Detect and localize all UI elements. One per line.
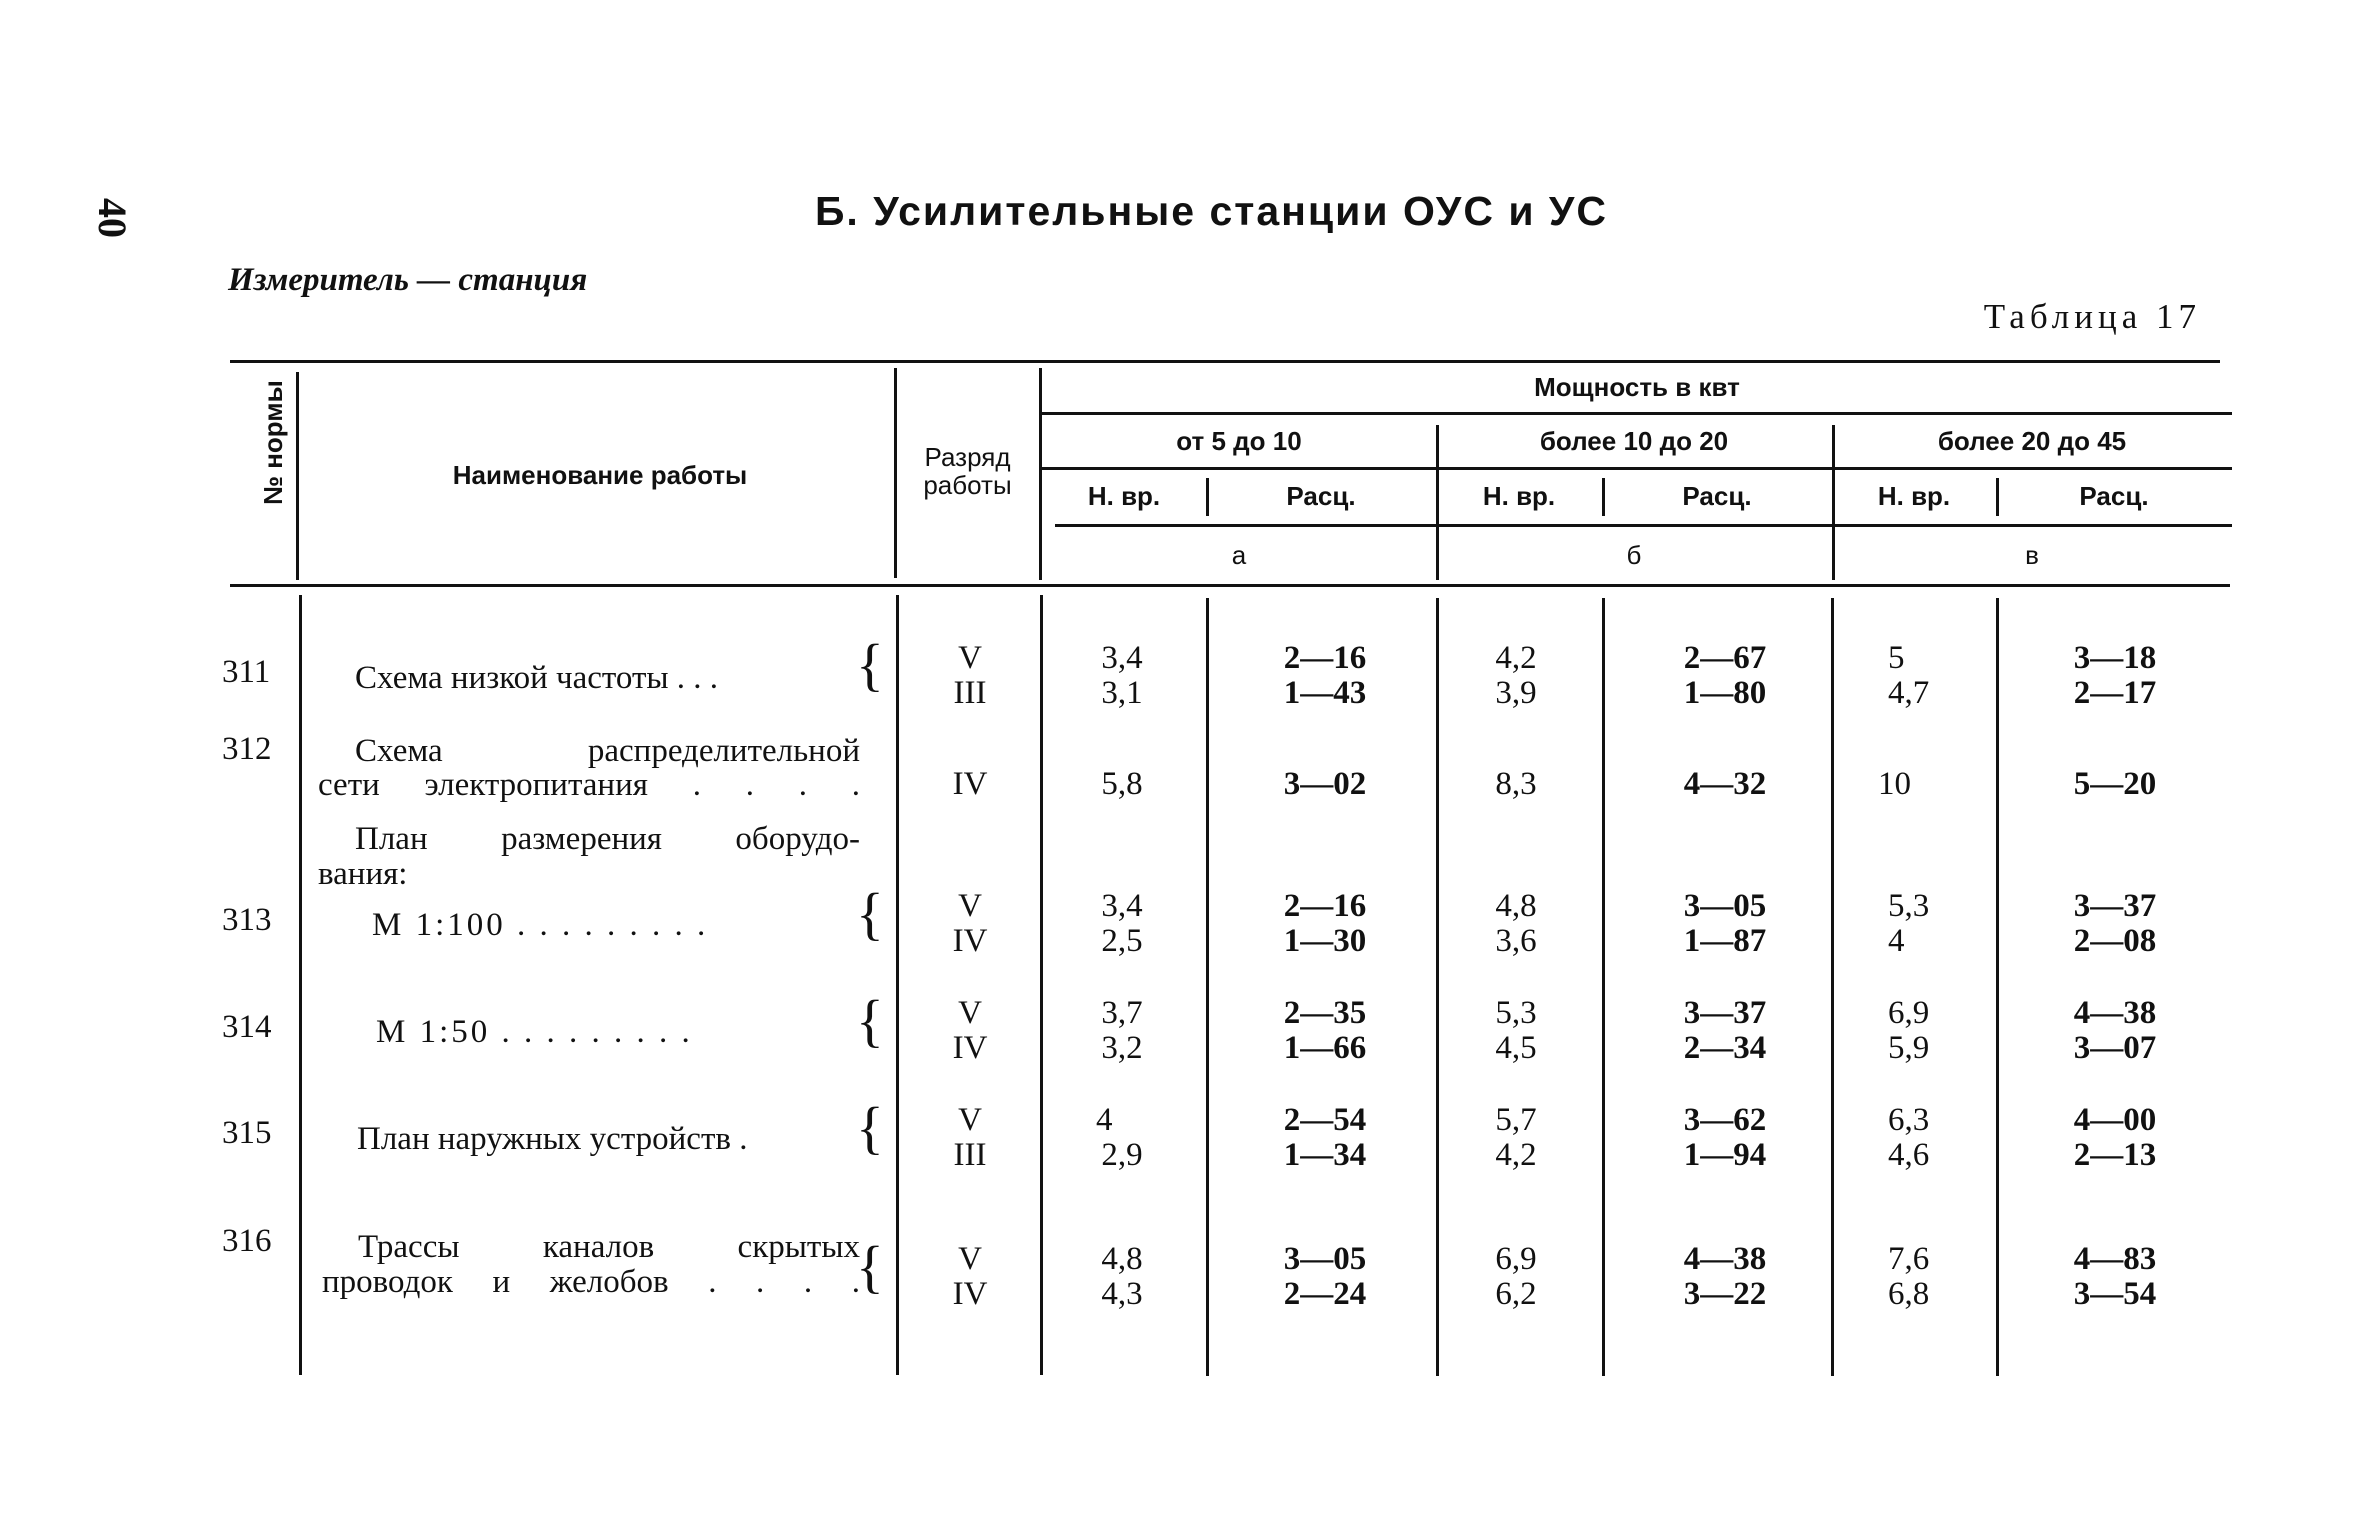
norm-time: 7,6 bbox=[1888, 1241, 1930, 1277]
measure-unit: Измеритель — станция bbox=[228, 262, 588, 298]
norm-time: 4,6 bbox=[1888, 1137, 1930, 1173]
norm-time: 6,9 bbox=[1888, 995, 1930, 1031]
grade: IV bbox=[952, 766, 988, 802]
header-letter-b: б bbox=[1626, 540, 1642, 570]
header-range-c: более 20 до 45 bbox=[1937, 426, 2127, 456]
work-name: М 1:50 . . . . . . . . . bbox=[376, 1014, 693, 1050]
header-range-b: более 10 до 20 bbox=[1539, 426, 1729, 456]
norm-time: 2,5 bbox=[1101, 923, 1143, 959]
col-rule-2-head bbox=[894, 368, 897, 578]
work-name-line2: проводок и желобов . . . . bbox=[322, 1264, 860, 1300]
grade: IV bbox=[952, 1276, 988, 1312]
grade: V bbox=[958, 1102, 982, 1138]
grade: IV bbox=[952, 923, 988, 959]
norm-time: 3,9 bbox=[1495, 675, 1537, 711]
norm-time: 3,1 bbox=[1101, 675, 1143, 711]
work-name-line2: сети электропитания . . . . bbox=[318, 767, 860, 803]
rate: 1—34 bbox=[1283, 1137, 1367, 1173]
norm-time: 5,9 bbox=[1888, 1030, 1930, 1066]
header-rasc-b: Расц. bbox=[1682, 481, 1752, 511]
grade: III bbox=[953, 1137, 987, 1173]
rate: 1—87 bbox=[1683, 923, 1767, 959]
norm-number: 314 bbox=[222, 1009, 272, 1045]
rate: 2—17 bbox=[2073, 675, 2157, 711]
norm-time: 5,8 bbox=[1101, 766, 1143, 802]
header-letter-c: в bbox=[2025, 540, 2039, 570]
header-work-name: Наименование работы bbox=[452, 460, 748, 490]
rate: 1—43 bbox=[1283, 675, 1367, 711]
header-rasc-c: Расц. bbox=[2079, 481, 2149, 511]
norm-time: 3,4 bbox=[1101, 640, 1143, 676]
page-number: 40 bbox=[90, 198, 135, 238]
norm-time: 10 bbox=[1878, 766, 1911, 802]
rate: 2—13 bbox=[2073, 1137, 2157, 1173]
norm-number: 316 bbox=[222, 1223, 272, 1259]
norm-time: 3,7 bbox=[1101, 995, 1143, 1031]
rate: 4—32 bbox=[1683, 766, 1767, 802]
rate: 1—30 bbox=[1283, 923, 1367, 959]
norm-time: 5,3 bbox=[1888, 888, 1930, 924]
rate: 1—94 bbox=[1683, 1137, 1767, 1173]
col-rule-1 bbox=[299, 595, 302, 1375]
brace-mark: { bbox=[856, 1095, 884, 1160]
rate: 4—38 bbox=[1683, 1241, 1767, 1277]
table-label: Таблица 17 bbox=[1983, 297, 2201, 336]
norm-time: 3,4 bbox=[1101, 888, 1143, 924]
rate: 3—54 bbox=[2073, 1276, 2157, 1312]
header-hvr-a: Н. вр. bbox=[1087, 481, 1161, 511]
norm-number: 313 bbox=[222, 902, 272, 938]
header-grade: Разряд работы bbox=[923, 442, 1012, 500]
col-rule-1-head bbox=[296, 372, 299, 580]
norm-number: 315 bbox=[222, 1115, 272, 1151]
grade: V bbox=[958, 995, 982, 1031]
rate: 3—05 bbox=[1283, 1241, 1367, 1277]
group-heading-line1: План размерения оборудо- bbox=[355, 821, 860, 857]
norm-time: 3,2 bbox=[1101, 1030, 1143, 1066]
brace-mark: { bbox=[856, 632, 884, 697]
header-bottom-rule bbox=[230, 584, 2230, 587]
norm-time: 6,9 bbox=[1495, 1241, 1537, 1277]
col-rule-6 bbox=[1602, 598, 1605, 1376]
rate: 2—16 bbox=[1283, 888, 1367, 924]
norm-time: 4,2 bbox=[1495, 1137, 1537, 1173]
rate: 3—37 bbox=[2073, 888, 2157, 924]
col-rule-7 bbox=[1831, 598, 1834, 1376]
rate: 2—16 bbox=[1283, 640, 1367, 676]
work-name: Схема низкой частоты . . . bbox=[355, 660, 719, 696]
header-rasc-a: Расц. bbox=[1286, 481, 1356, 511]
grade: IV bbox=[952, 1030, 988, 1066]
col-rule-2 bbox=[896, 595, 899, 1375]
grade: III bbox=[953, 675, 987, 711]
rate: 2—24 bbox=[1283, 1276, 1367, 1312]
brace-mark: { bbox=[856, 988, 884, 1053]
header-hvr-b: Н. вр. bbox=[1482, 481, 1556, 511]
brace-mark: { bbox=[856, 881, 884, 946]
brace-mark: { bbox=[856, 1234, 884, 1299]
rate: 3—62 bbox=[1683, 1102, 1767, 1138]
norm-time: 4,3 bbox=[1101, 1276, 1143, 1312]
work-name-line1: Схема распределительной bbox=[355, 733, 860, 769]
rate: 2—67 bbox=[1683, 640, 1767, 676]
norm-time: 6,3 bbox=[1888, 1102, 1930, 1138]
norm-time: 4,2 bbox=[1495, 640, 1537, 676]
header-norm-no: № нормы bbox=[258, 380, 288, 505]
group-heading-line2: вания: bbox=[318, 856, 408, 892]
header-range-a: от 5 до 10 bbox=[1176, 426, 1302, 456]
rate: 1—80 bbox=[1683, 675, 1767, 711]
norm-number: 312 bbox=[222, 731, 272, 767]
rate: 4—00 bbox=[2073, 1102, 2157, 1138]
section-title: Б. Усилительные станции ОУС и УС bbox=[814, 188, 1609, 234]
norm-time: 6,2 bbox=[1495, 1276, 1537, 1312]
header-letter-a: а bbox=[1231, 540, 1247, 570]
header-hvr-c: Н. вр. bbox=[1877, 481, 1951, 511]
grade: V bbox=[958, 1241, 982, 1277]
rate: 3—37 bbox=[1683, 995, 1767, 1031]
rate: 2—54 bbox=[1283, 1102, 1367, 1138]
norm-number: 311 bbox=[222, 654, 271, 690]
work-name: М 1:100 . . . . . . . . . bbox=[372, 907, 709, 943]
norm-time: 5 bbox=[1888, 640, 1905, 676]
rate: 2—35 bbox=[1283, 995, 1367, 1031]
power-rule bbox=[1042, 412, 2232, 415]
rate: 4—83 bbox=[2073, 1241, 2157, 1277]
norm-time: 3,6 bbox=[1495, 923, 1537, 959]
norm-time: 6,8 bbox=[1888, 1276, 1930, 1312]
rate: 3—07 bbox=[2073, 1030, 2157, 1066]
col-rule-8 bbox=[1996, 598, 1999, 1376]
norm-time: 4,8 bbox=[1495, 888, 1537, 924]
rate: 4—38 bbox=[2073, 995, 2157, 1031]
norm-time: 4,5 bbox=[1495, 1030, 1537, 1066]
work-name-line1: Трассы каналов скрытых bbox=[358, 1229, 860, 1265]
rate: 2—34 bbox=[1683, 1030, 1767, 1066]
grade: V bbox=[958, 888, 982, 924]
rate: 3—22 bbox=[1683, 1276, 1767, 1312]
norm-time: 8,3 bbox=[1495, 766, 1537, 802]
rate: 1—66 bbox=[1283, 1030, 1367, 1066]
grade: V bbox=[958, 640, 982, 676]
work-name: План наружных устройств . bbox=[357, 1121, 748, 1157]
rate: 3—18 bbox=[2073, 640, 2157, 676]
rate: 3—02 bbox=[1283, 766, 1367, 802]
rate: 5—20 bbox=[2073, 766, 2157, 802]
rate: 2—08 bbox=[2073, 923, 2157, 959]
col-rule-4 bbox=[1206, 598, 1209, 1376]
subhead-rule bbox=[1055, 524, 2232, 527]
table-top-rule bbox=[230, 360, 2220, 363]
range-rule bbox=[1042, 467, 2232, 470]
header-power: Мощность в квт bbox=[1534, 372, 1740, 402]
norm-time: 4 bbox=[1888, 923, 1905, 959]
norm-time: 4,7 bbox=[1888, 675, 1930, 711]
norm-time: 4,8 bbox=[1101, 1241, 1143, 1277]
norm-time: 2,9 bbox=[1101, 1137, 1143, 1173]
norm-time: 5,3 bbox=[1495, 995, 1537, 1031]
norm-time: 5,7 bbox=[1495, 1102, 1537, 1138]
norm-time: 4 bbox=[1096, 1102, 1113, 1138]
rate: 3—05 bbox=[1683, 888, 1767, 924]
